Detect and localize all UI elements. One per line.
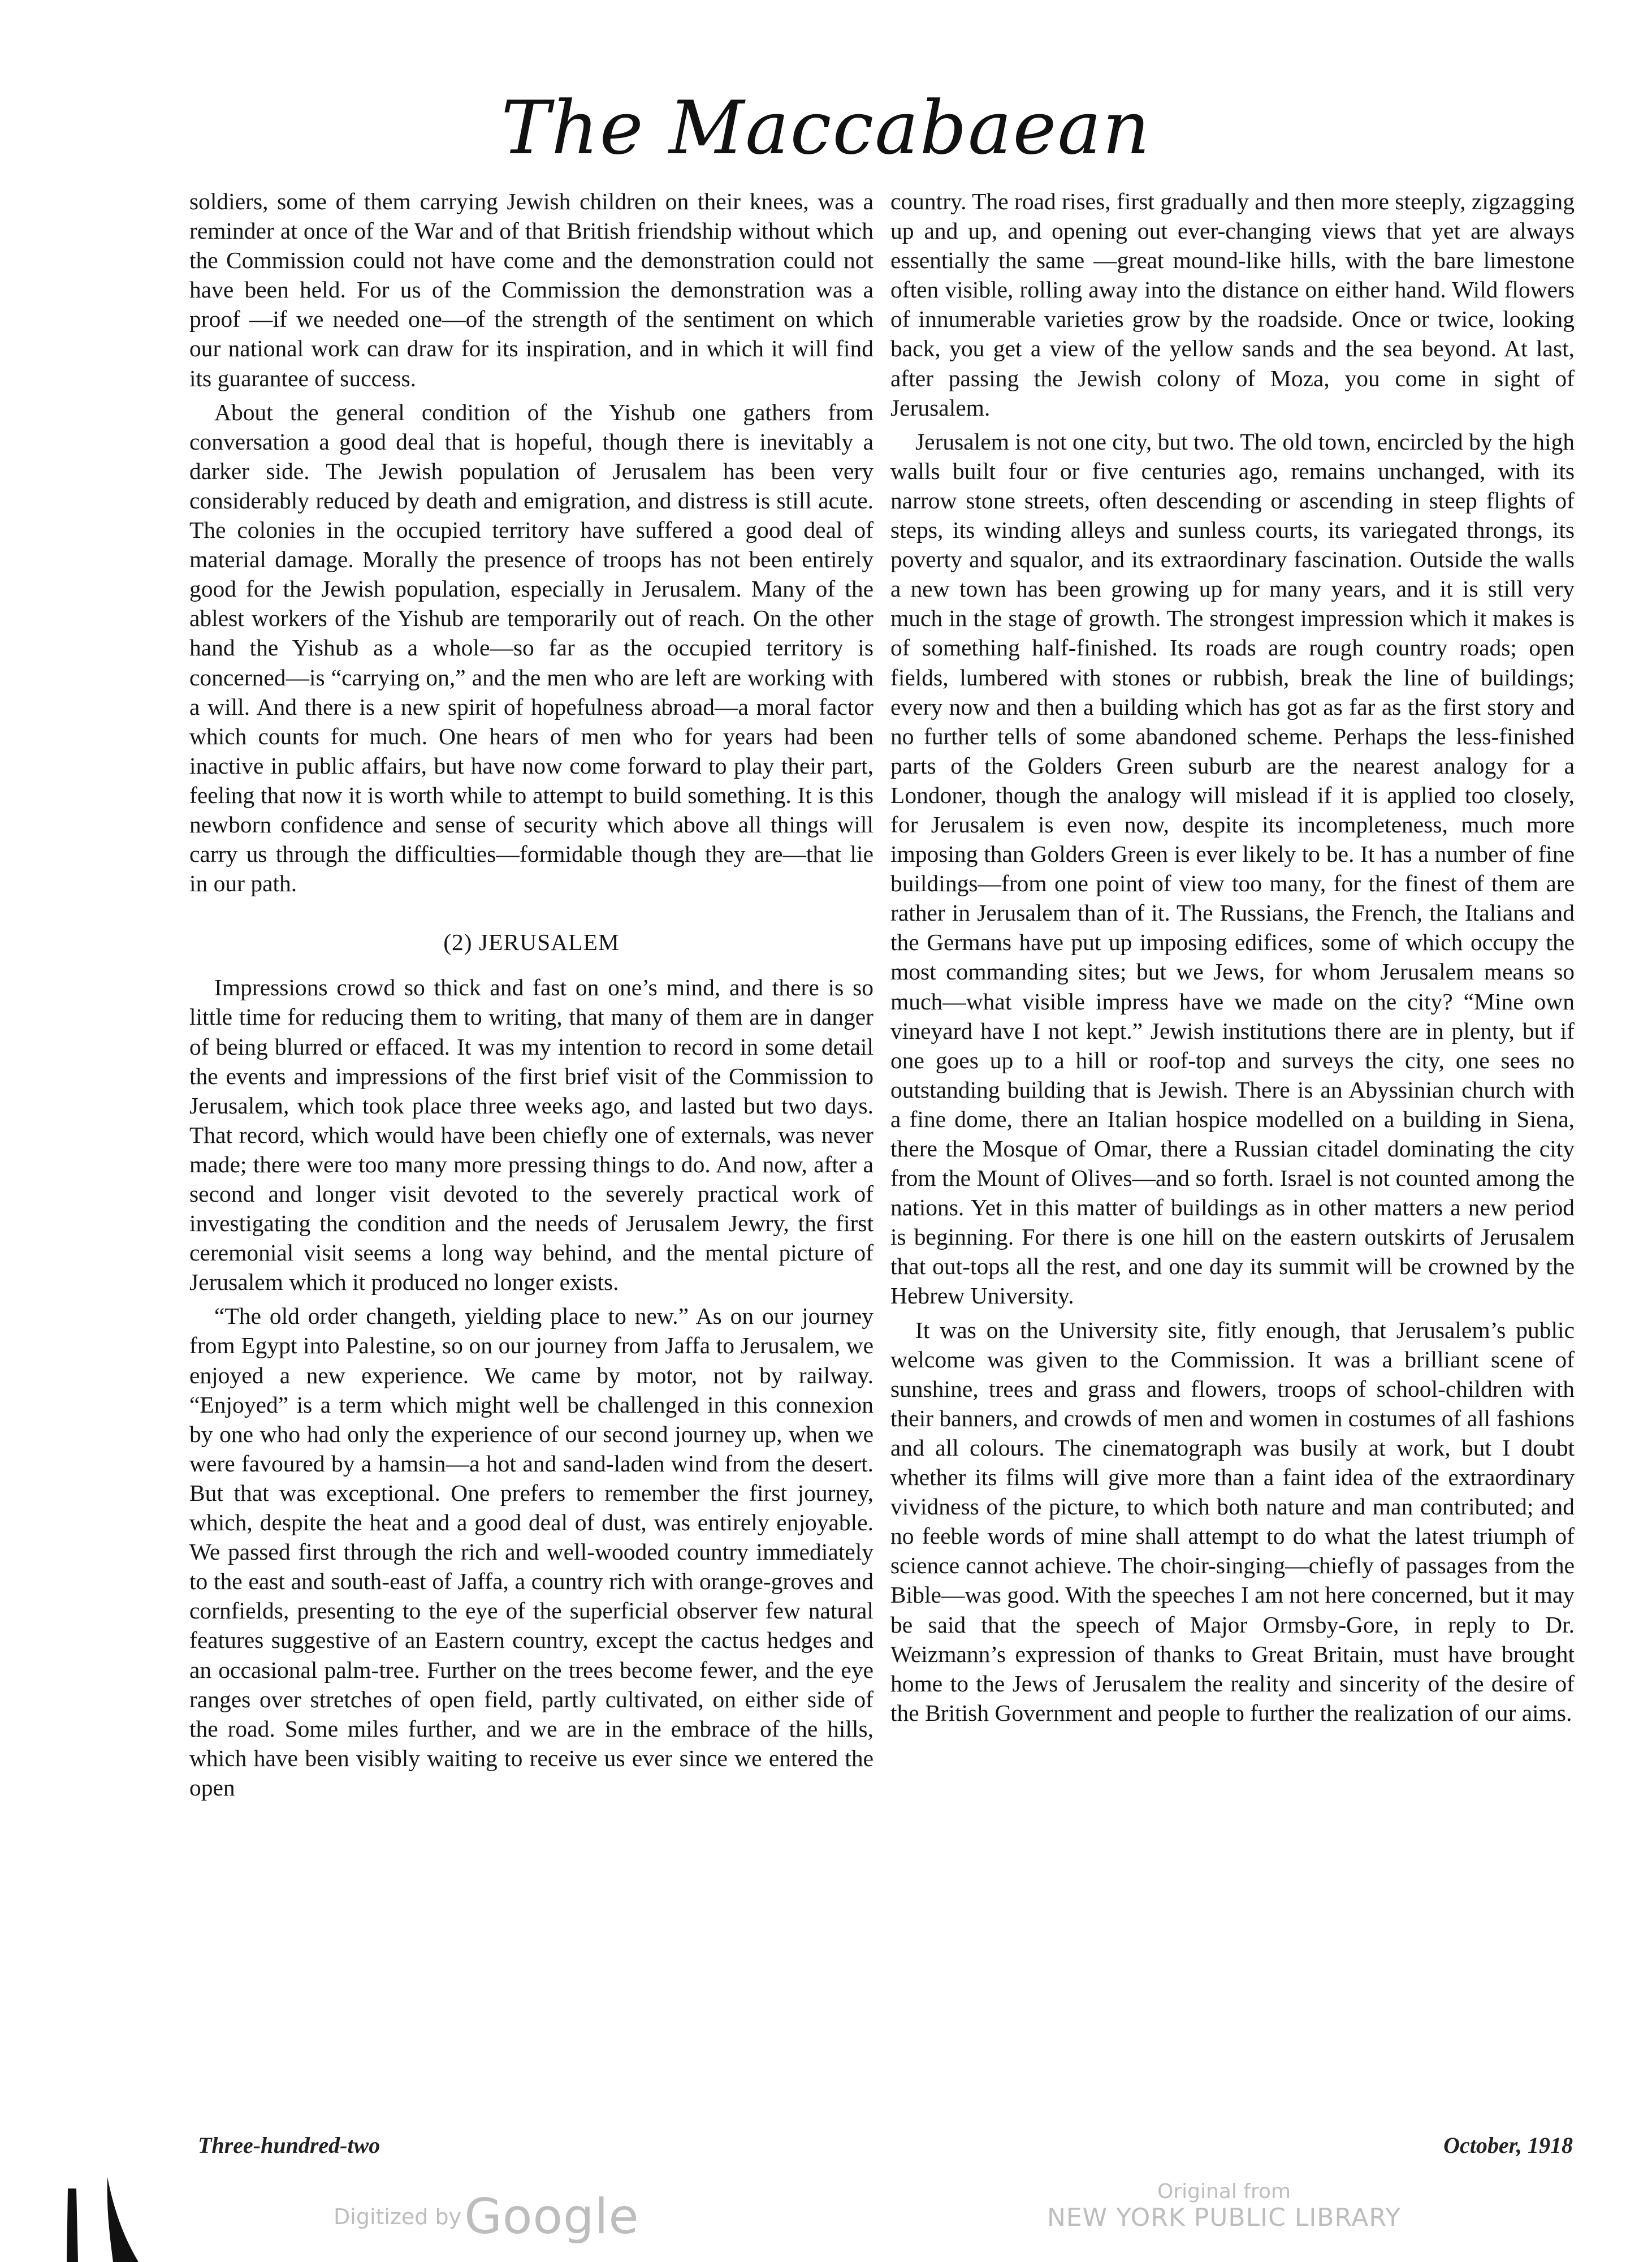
google-logo: Google — [464, 2188, 639, 2245]
paragraph: It was on the University site, fitly enough, that Jerusalem’s public welcome was given to the Commission. It was a brilliant scene of sunshine, trees and grass and flowers, troops of school-children with their banners, and crowds of men and women in costumes of all fashions and all colours. The cinematograph was busily at work, but I doubt whether its films will give more than a faint idea of the extraordinary vividness of the picture, to which both nature and man contributed; and no feeble words of mine shall attempt to do what the latest triumph of science cannot achieve. The choir-singing—chiefly of passages from the Bible—was good. With the speeches I am not here concerned, but it may be said that the speech of Major Ormsby-Gore, in reply to Dr. Weizmann’s expression of thanks to Great Britain, must have brought home to the Jews of Jerusalem the reality and sincerity of the desire of the British Government and people to further the realization of our aims. — [890, 1316, 1575, 1726]
page-number-label: Three-hundred-two — [198, 2133, 380, 2158]
issue-date: October, 1918 — [1443, 2133, 1573, 2158]
digitized-by-watermark — [334, 2188, 639, 2245]
scan-edge-mark — [0, 2155, 147, 2262]
paragraph: soldiers, some of them carrying Jewish children on their knees, was a reminder at once of the War and of that British friendship without which the Commission could not have come and the demonstration could not have been held. For us of the Commission the demonstration was a proof —if we needed one—of the strength of the sentiment on which our national work can draw for its inspiration, and in which it will find its guarantee of success. — [189, 188, 873, 391]
paragraph: Impressions crowd so thick and fast on one’s mind, and there is so little time for reducing them to writing, that many of them are in danger of being blurred or effaced. It was my intention to record in some detail the events and impressions of the first brief visit of the Commission to Jerusalem, which took place three weeks ago, and lasted but two days. That record, which would have been chiefly one of externals, was never made; there were too many more pressing things to do. And now, after a second and longer visit devoted to the severely practical work of investigating the condition and the needs of Jerusalem Jewry, the first ceremonial visit seems a long way behind, and the mental picture of Jerusalem which it produced no longer exists. — [189, 974, 873, 1296]
original-from-watermark — [992, 2180, 1456, 2232]
paragraph: “The old order changeth, yielding place to new.” As on our journey from Egypt into Palestine, so on our journey from Jaffa to Jerusalem, we enjoyed a new experience. We came by motor, not by railway. “Enjoyed” is a term which might well be challenged in this connexion by one who had only the experience of our second journey up, when we were favoured by a hamsin—a hot and sand-laden wind from the desert. But that was exceptional. One prefers to remember the first journey, which, despite the heat and a good deal of dust, was entirely enjoyable. We passed first through the rich and well-wooded country immediately to the east and south-east of Jaffa, a country rich with orange-groves and cornfields, presenting to the eye of the superficial observer few natural features suggestive of an Eastern country, except the cactus hedges and an occasional palm-tree. Further on the trees become fewer, and the eye ranges over stretches of open field, partly cultivated, on either side of the road. Some miles further, and we are in the embrace of the hills, which have been visibly waiting to receive us ever since we entered the open — [189, 1303, 873, 1801]
masthead-title: The Maccabaean — [501, 85, 1151, 171]
paragraph: country. The road rises, first gradually and then more steeply, zigzagging up and up, and opening out ever-changing views that yet are always essentially the same —great mound-like hills, with the bare limestone often visible, rolling away into the distance on either hand. Wild flowers of innumerable varieties grow by the roadside. Once or twice, looking back, you get a view of the yellow sands and the sea beyond. At last, after passing the Jewish colony of Moza, you come in sight of Jerusalem. — [890, 188, 1575, 421]
original-from-label: Original from — [1157, 2180, 1291, 2203]
right-column — [890, 187, 1575, 1728]
section-heading: (2) JERUSALEM — [443, 929, 620, 956]
paragraph: About the general condition of the Yishub one gathers from conversation a good deal that is hopeful, though there is inevitably a darker side. The Jewish population of Jerusalem has been very considerably reduced by death and emigration, and distress is still acute. The colonies in the occupied territory have suffered a good deal of material damage. Morally the presence of troops has not been entirely good for the Jewish population, especially in Jerusalem. Many of the ablest workers of the Yishub are temporarily out of reach. On the other hand the Yishub as a whole—so far as the occupied territory is concerned—is “carrying on,” and the men who are left are working with a will. And there is a new spirit of hopefulness abroad—a moral factor which counts for much. One hears of men who for years had been inactive in public affairs, but have now come forward to play their part, feeling that now it is worth while to attempt to build something. It is this newborn confidence and sense of security which above all things will carry us through the difficulties—formidable though they are—that lie in our path. — [189, 399, 873, 897]
library-name: NEW YORK PUBLIC LIBRARY — [1046, 2203, 1402, 2232]
digitized-by-label: Digitized by — [334, 2204, 462, 2229]
left-column — [189, 187, 873, 1802]
paragraph: Jerusalem is not one city, but two. The old town, encircled by the high walls built four or five centuries ago, remains unchanged, with its narrow stone streets, often descending or ascending in steep flights of steps, its winding alleys and sunless courts, its variegated throngs, its poverty and squalor, and its extraordinary fascination. Outside the walls a new town has been growing up for many years, and it is still very much in the stage of growth. The strongest impression which it makes is of something half-finished. Its roads are rough country roads; open fields, lumbered with stones or rubbish, break the line of buildings; every now and then a building which has got as far as the first story and no further tells of some abandoned scheme. Perhaps the less-finished parts of the Golders Green suburb are the nearest analogy for a Londoner, though the analogy will mislead if it is applied too closely, for Jerusalem is even now, despite its incompleteness, much more imposing than Golders Green is ever likely to be. It has a number of fine buildings—from one point of view too many, for the finest of them are rather in Jerusalem than of it. The Russians, the French, the Italians and the Germans have put up imposing edifices, some of which occupy the most commanding sites; but we Jews, for whom Jerusalem means so much—what visible impress have we made on the city? “Mine own vineyard have I not kept.” Jewish institutions there are in plenty, but if one goes up to a hill or roof-top and surveys the city, one sees no outstanding building that is Jewish. There is an Abyssinian church with a fine dome, there an Italian hospice modelled on a building in Siena, there the Mosque of Omar, there a Russian citadel dominating the city from the Mount of Olives—and so forth. Israel is not counted among the nations. Yet in this matter of buildings as in other matters a new period is beginning. For there is one hill on the eastern outskirts of Jerusalem that out-tops all the rest, and one day its summit will be crowned by the Hebrew University. — [890, 428, 1575, 1309]
